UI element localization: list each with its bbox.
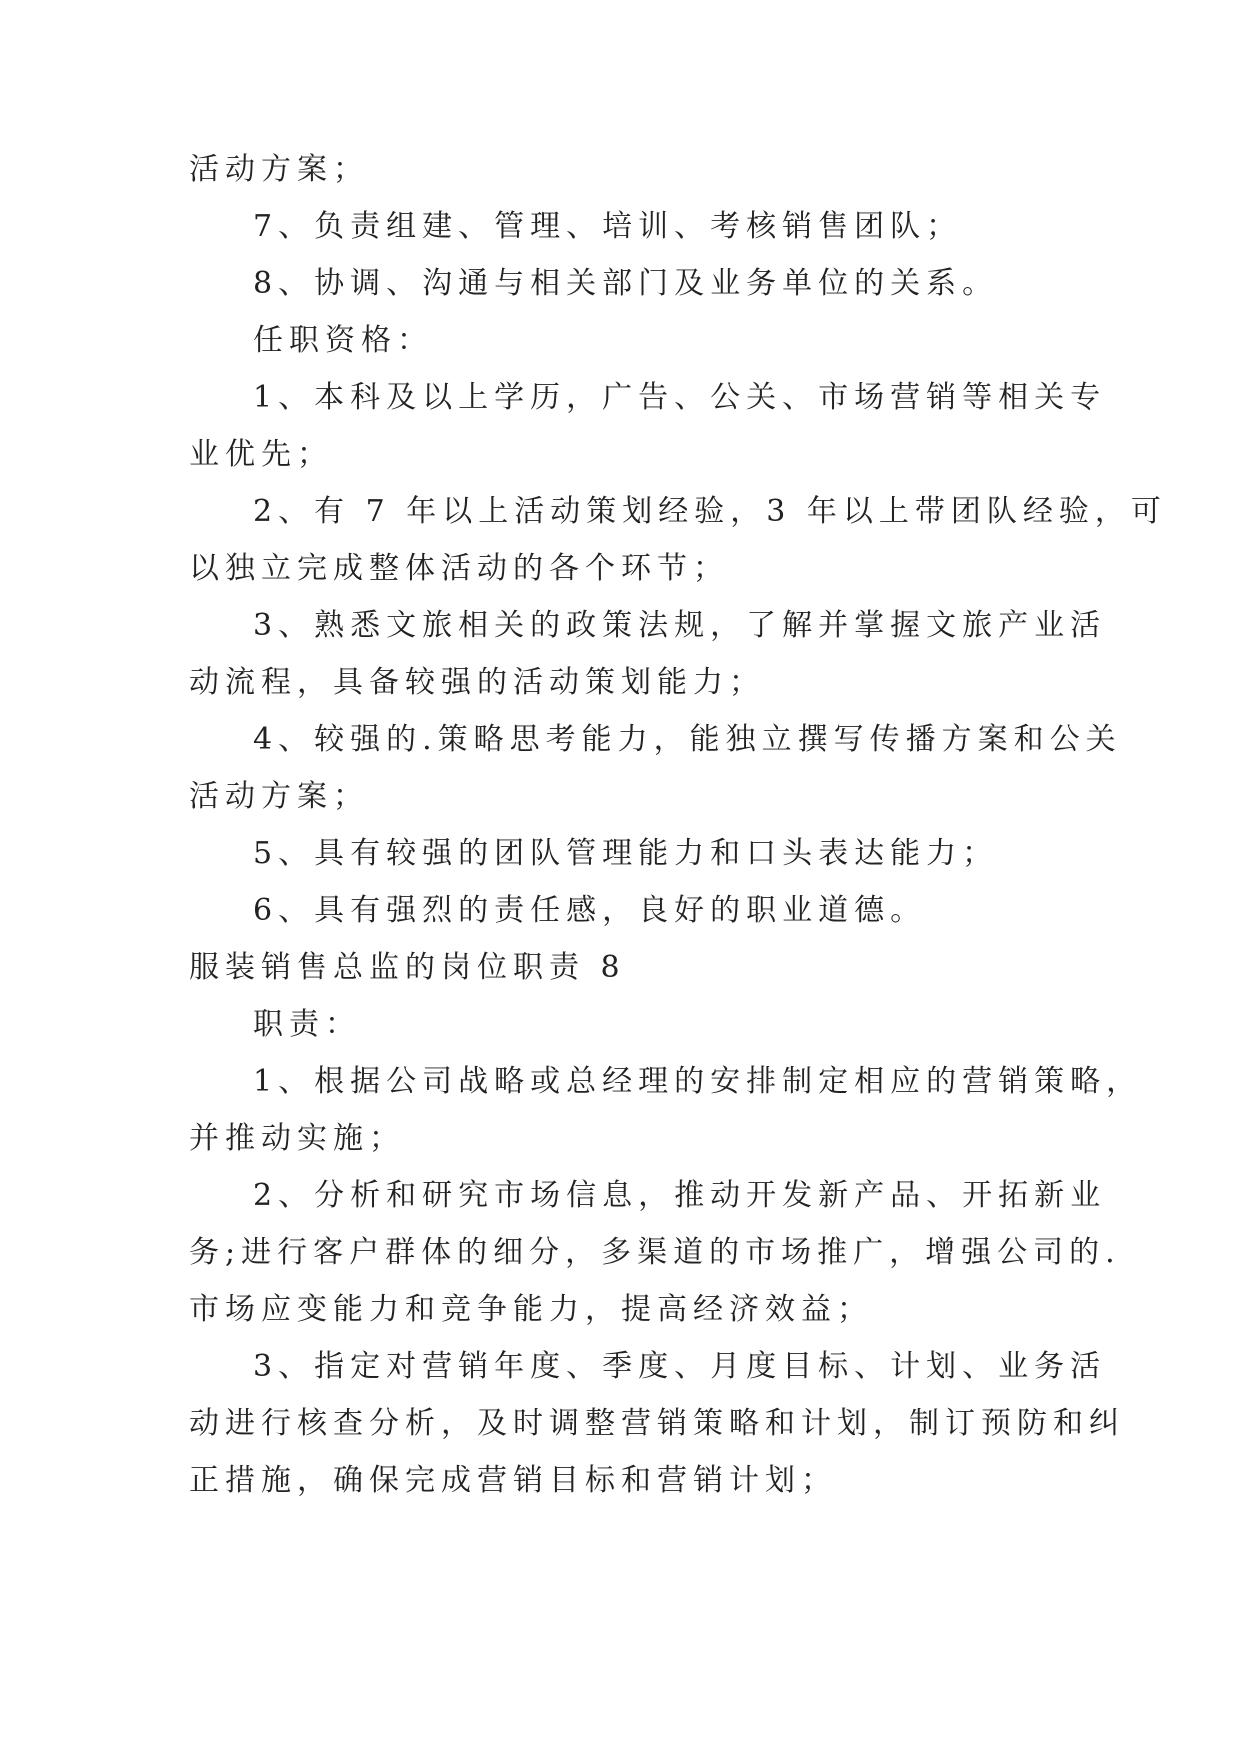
- text-line: 正措施，确保完成营销目标和营销计划；: [189, 1463, 837, 1498]
- text-line: 活动方案；: [189, 779, 369, 814]
- text-line: 1、根据公司战略或总经理的安排制定相应的营销策略，: [253, 1064, 1143, 1099]
- text-line: 6、具有强烈的责任感，良好的职业道德。: [253, 893, 927, 928]
- text-line: 动进行核查分析，及时调整营销策略和计划，制订预防和纠: [189, 1406, 1125, 1441]
- text-line: 7、负责组建、管理、培训、考核销售团队；: [253, 209, 963, 244]
- text-line: 并推动实施；: [189, 1121, 405, 1156]
- section-title: 服装销售总监的岗位职责 8: [189, 950, 626, 985]
- text-line: 以独立完成整体活动的各个环节；: [189, 551, 729, 586]
- section-heading: 职责：: [253, 1007, 361, 1042]
- text-line: 2、分析和研究市场信息，推动开发新产品、开拓新业: [253, 1178, 1107, 1213]
- text-line: 业优先；: [189, 437, 333, 472]
- text-line: 5、具有较强的团队管理能力和口头表达能力；: [253, 836, 999, 871]
- text-line: 活动方案；: [189, 152, 369, 187]
- text-line: 8、协调、沟通与相关部门及业务单位的关系。: [253, 266, 999, 301]
- text-line: 3、指定对营销年度、季度、月度目标、计划、业务活: [253, 1349, 1107, 1384]
- text-line: 1、本科及以上学历，广告、公关、市场营销等相关专: [253, 380, 1107, 415]
- text-line: 3、熟悉文旅相关的政策法规，了解并掌握文旅产业活: [253, 608, 1107, 643]
- text-line: 务;进行客户群体的细分，多渠道的市场推广，增强公司的.: [189, 1235, 1121, 1270]
- text-line: 市场应变能力和竞争能力，提高经济效益；: [189, 1292, 873, 1327]
- text-line: 动流程，具备较强的活动策划能力；: [189, 665, 765, 700]
- text-line: 4、较强的.策略思考能力，能独立撰写传播方案和公关: [253, 722, 1122, 757]
- section-heading: 任职资格：: [253, 323, 433, 358]
- text-line: 2、有 7 年以上活动策划经验，3 年以上带团队经验，可: [253, 494, 1167, 529]
